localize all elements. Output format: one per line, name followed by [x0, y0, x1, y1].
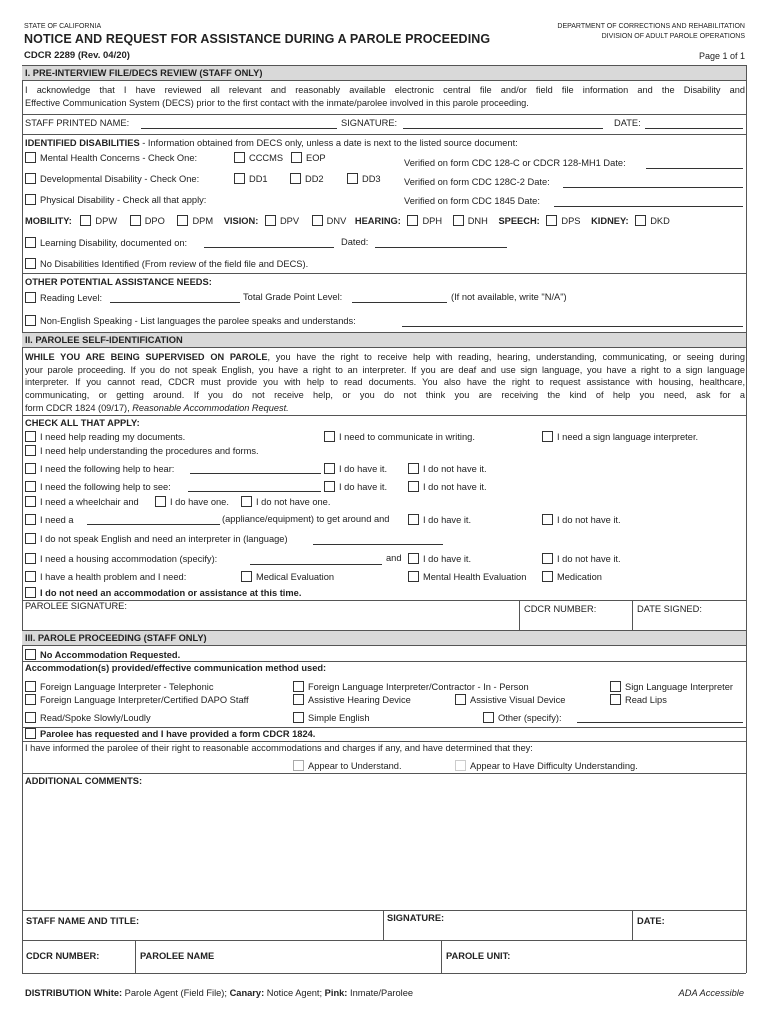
help-see-row: I need the following help to see: [25, 481, 171, 493]
physical-row: Physical Disability - Check all that apply: [25, 194, 206, 206]
identified-disabilities-heading: IDENTIFIED DISABILITIES - Information obtained from DECS only, unless a date is next to the listed source document: [25, 138, 518, 148]
parolee-signature-label: PAROLEE SIGNATURE: [25, 601, 127, 611]
verified-128c2-date-field[interactable] [563, 177, 743, 188]
verified-1845-date-field[interactable] [554, 196, 743, 207]
housing-not-have-checkbox[interactable] [542, 553, 553, 564]
sign-interpreter-row: I need a sign language interpreter. [542, 431, 698, 443]
cccms-checkbox[interactable] [234, 152, 245, 163]
help-hear-field[interactable] [190, 463, 321, 474]
dnh-checkbox[interactable] [453, 215, 464, 226]
fli-contractor-checkbox[interactable] [293, 681, 304, 692]
help-understanding-checkbox[interactable] [25, 445, 36, 456]
fli-telephonic-row: Foreign Language Interpreter - Telephonic [25, 681, 214, 693]
check-all-heading: CHECK ALL THAT APPLY: [25, 418, 140, 428]
staff-signature-field[interactable] [403, 118, 603, 129]
cccms-option: CCCMS [234, 152, 283, 164]
verified-1845-label: Verified on form CDC 1845 Date: [404, 196, 540, 206]
ada-accessible-label: ADA Accessible [678, 988, 744, 998]
appear-difficulty-row: Appear to Have Difficulty Understanding. [455, 760, 638, 772]
state-label: STATE OF CALIFORNIA [24, 23, 102, 30]
medication-checkbox[interactable] [542, 571, 553, 582]
mental-health-checkbox[interactable] [25, 152, 36, 163]
help-see-checkbox[interactable] [25, 481, 36, 492]
housing-checkbox[interactable] [25, 553, 36, 564]
mental-health-row: Mental Health Concerns - Check One: [25, 152, 197, 164]
no-english-checkbox[interactable] [25, 533, 36, 544]
housing-and: and [386, 553, 402, 563]
developmental-row: Developmental Disability - Check One: [25, 173, 199, 185]
dd1-checkbox[interactable] [234, 173, 245, 184]
dd2-checkbox[interactable] [290, 173, 301, 184]
help-understanding-row: I need help understanding the procedures and forms. [25, 445, 259, 457]
no-accommodation-requested-row: No Accommodation Requested. [25, 649, 180, 661]
help-reading-row: I need help reading my documents. [25, 431, 185, 443]
non-english-checkbox[interactable] [25, 315, 36, 326]
staff-signature-label: SIGNATURE: [387, 913, 445, 923]
housing-not-have-option: I do not have it. [542, 553, 621, 565]
staff-date-field[interactable] [645, 118, 743, 129]
communicate-writing-checkbox[interactable] [324, 431, 335, 442]
physical-checkbox[interactable] [25, 194, 36, 205]
developmental-checkbox[interactable] [25, 173, 36, 184]
section2-header: II. PAROLEE SELF-IDENTIFICATION [22, 332, 746, 348]
assistive-visual-checkbox[interactable] [455, 694, 466, 705]
no-disabilities-checkbox[interactable] [25, 258, 36, 269]
dd3-option: DD3 [347, 173, 381, 185]
form-number: CDCR 2289 (Rev. 04/20) [24, 50, 130, 61]
fli-contractor-row: Foreign Language Interpreter/Contractor - In - Person [293, 681, 529, 693]
parole-unit-label: PAROLE UNIT: [446, 951, 511, 961]
eop-option: EOP [291, 152, 326, 164]
eop-checkbox[interactable] [291, 152, 302, 163]
housing-have-checkbox[interactable] [408, 553, 419, 564]
help-reading-checkbox[interactable] [25, 431, 36, 442]
read-lips-checkbox[interactable] [610, 694, 621, 705]
non-english-row: Non-English Speaking - List languages the parolee speaks and understands: [25, 315, 356, 327]
help-hear-row: I need the following help to hear: [25, 463, 174, 475]
assistive-visual-row: Assistive Visual Device [455, 694, 565, 706]
assistive-hearing-row: Assistive Hearing Device [293, 694, 411, 706]
department-line1: DEPARTMENT OF CORRECTIONS AND REHABILITATION [557, 23, 745, 30]
i-need-a-checkbox[interactable] [25, 514, 36, 525]
hear-not-have-option: I do not have it. [408, 463, 487, 475]
health-problem-row: I have a health problem and I need: [25, 571, 186, 583]
signature-label: SIGNATURE: [341, 118, 398, 128]
mental-eval-option: Mental Health Evaluation [408, 571, 526, 583]
see-not-have-option: I do not have it. [408, 481, 487, 493]
learning-row: Learning Disability, documented on: [25, 237, 187, 249]
frame-left [22, 65, 23, 798]
read-spoke-row: Read/Spoke Slowly/Loudly [25, 712, 151, 724]
dd2-option: DD2 [290, 173, 324, 185]
reading-level-checkbox[interactable] [25, 292, 36, 303]
date-label: DATE: [614, 118, 641, 128]
housing-row: I need a housing accommodation (specify): [25, 553, 217, 565]
requested-1824-row: Parolee has requested and I have provided a form CDCR 1824. [25, 728, 315, 740]
see-have-checkbox[interactable] [324, 481, 335, 492]
learning-documented-field[interactable] [204, 237, 334, 248]
appear-understand-checkbox[interactable] [293, 760, 304, 771]
appear-difficulty-checkbox[interactable] [455, 760, 466, 771]
languages-field[interactable] [402, 316, 743, 327]
wheelchair-have-checkbox[interactable] [155, 496, 166, 507]
sign-language-interpreter-row: Sign Language Interpreter [610, 681, 733, 693]
rights-paragraph: WHILE YOU ARE BEING SUPERVISED ON PAROLE, you have the right to receive help with reading, hearing, understanding, communicating, or seeing during your parole proceeding. If you do not speak English, you have a right to an interpreter. If you are deaf and use sign language, you have a right to a sign language interpreter. If you cannot read, CDCR must provide you with help to read documents. You also have the right to request assistance with housing, healthcare, communicating, or getting around. If you do not receive help, or you do not think you are receiving the kind of help you need, ask for a form CDCR 1824 (09/17), Reasonable Accommodation Request. [25, 352, 745, 413]
no-disabilities-row: No Disabilities Identified (From review of the field file and DECS). [25, 258, 308, 270]
other-specify-row: Other (specify): [483, 712, 562, 724]
verified-128c-date-field[interactable] [646, 158, 743, 169]
dnv-checkbox[interactable] [312, 215, 323, 226]
dkd-checkbox[interactable] [635, 215, 646, 226]
parolee-cdcr-number-label: CDCR NUMBER: [524, 604, 597, 614]
assistive-hearing-checkbox[interactable] [293, 694, 304, 705]
learning-checkbox[interactable] [25, 237, 36, 248]
wheelchair-have-option: I do have one. [155, 496, 229, 508]
additional-comments-label: ADDITIONAL COMMENTS: [25, 776, 143, 786]
simple-english-checkbox[interactable] [293, 712, 304, 723]
learning-dated-field[interactable] [375, 237, 507, 248]
appear-understand-row: Appear to Understand. [293, 760, 402, 772]
dd3-checkbox[interactable] [347, 173, 358, 184]
medical-eval-checkbox[interactable] [241, 571, 252, 582]
fli-telephonic-checkbox[interactable] [25, 681, 36, 692]
interpreter-language-field[interactable] [313, 534, 443, 545]
other-specify-checkbox[interactable] [483, 712, 494, 723]
sign-language-interpreter-checkbox[interactable] [610, 681, 621, 692]
other-needs-heading: OTHER POTENTIAL ASSISTANCE NEEDS: [25, 277, 212, 287]
other-specify-field[interactable] [577, 712, 743, 723]
appliance-label: (appliance/equipment) to get around and [222, 514, 390, 524]
dps-checkbox[interactable] [546, 215, 557, 226]
learning-dated-label: Dated: [341, 237, 369, 247]
appliance-not-have-checkbox[interactable] [542, 514, 553, 525]
dpw-checkbox[interactable] [80, 215, 91, 226]
appliance-not-have-option: I do not have it. [542, 514, 621, 526]
staff-printed-name-field[interactable] [141, 118, 337, 129]
dpv-checkbox[interactable] [265, 215, 276, 226]
form-title: NOTICE AND REQUEST FOR ASSISTANCE DURING A PAROLE PROCEEDING [24, 32, 491, 46]
read-lips-row: Read Lips [610, 694, 667, 706]
department-line2: DIVISION OF ADULT PAROLE OPERATIONS [601, 33, 745, 40]
verified-128c-label: Verified on form CDC 128-C or CDCR 128-MH1 Date: [404, 158, 626, 168]
fli-certified-checkbox[interactable] [25, 694, 36, 705]
no-accommodation-requested-checkbox[interactable] [25, 649, 36, 660]
medication-option: Medication [542, 571, 602, 583]
accommodations-provided-heading: Accommodation(s) provided/effective communication method used: [25, 663, 327, 673]
i-need-a-row: I need a [25, 514, 74, 526]
housing-field[interactable] [250, 554, 382, 565]
appliance-have-checkbox[interactable] [408, 514, 419, 525]
no-accommodation-checkbox[interactable] [25, 587, 36, 598]
wheelchair-row: I need a wheelchair and [25, 496, 139, 508]
page-number: Page 1 of 1 [698, 51, 745, 61]
hear-have-checkbox[interactable] [324, 463, 335, 474]
date-signed-label: DATE SIGNED: [637, 604, 702, 614]
informed-statement: I have informed the parolee of their right to reasonable accommodations and charges if any, and have determined that they: [25, 743, 533, 753]
simple-english-row: Simple English [293, 712, 370, 724]
appliance-field[interactable] [87, 514, 220, 525]
staff-name-title-label: STAFF NAME AND TITLE: [26, 916, 140, 926]
total-gpl-label: Total Grade Point Level: [243, 292, 343, 302]
dph-checkbox[interactable] [407, 215, 418, 226]
no-english-row: I do not speak English and need an interpreter in (language) [25, 533, 288, 545]
reading-level-field[interactable] [110, 292, 240, 303]
see-have-option: I do have it. [324, 481, 387, 493]
reading-level-row: Reading Level: [25, 292, 102, 304]
help-see-field[interactable] [188, 481, 321, 492]
distribution-line: DISTRIBUTION White: Parole Agent (Field File); Canary: Notice Agent; Pink: Inmate/Parolee [25, 988, 414, 998]
no-accommodation-row: I do not need an accommodation or assistance at this time. [25, 587, 301, 599]
staff-printed-name-label: STAFF PRINTED NAME: [25, 118, 130, 128]
section3-header: III. PAROLE PROCEEDING (STAFF ONLY) [22, 630, 746, 646]
cdcr-number-label: CDCR NUMBER: [26, 951, 100, 961]
fli-certified-row: Foreign Language Interpreter/Certified DAPO Staff [25, 694, 249, 706]
communicate-writing-row: I need to communicate in writing. [324, 431, 475, 443]
read-spoke-checkbox[interactable] [25, 712, 36, 723]
staff-date-label: DATE: [637, 916, 665, 926]
requested-1824-checkbox[interactable] [25, 728, 36, 739]
physical-categories-row: MOBILITY: DPW DPO DPM VISION: DPV DNV HEARING: DPH DNH SPEECH: DPS KIDNEY: DKD [25, 216, 670, 226]
housing-have-option: I do have it. [408, 553, 471, 565]
total-gpl-field[interactable] [352, 292, 447, 303]
ack-text: I acknowledge that I have reviewed all relevant and reasonably available electronic central file and/or field file information and the Disability and Effective Communication System (DECS) prior to the first contact with the inmate/parolee involved in this parole proceeding. [25, 85, 745, 108]
frame-right [746, 65, 747, 798]
wheelchair-not-have-option: I do not have one. [241, 496, 330, 508]
section1-header: I. PRE-INTERVIEW FILE/DECS REVIEW (STAFF ONLY) [22, 65, 746, 81]
hear-not-have-checkbox[interactable] [408, 463, 419, 474]
wheelchair-checkbox[interactable] [25, 496, 36, 507]
dpo-checkbox[interactable] [130, 215, 141, 226]
health-problem-checkbox[interactable] [25, 571, 36, 582]
mental-eval-checkbox[interactable] [408, 571, 419, 582]
hear-have-option: I do have it. [324, 463, 387, 475]
dd1-option: DD1 [234, 173, 268, 185]
verified-128c2-label: Verified on form CDC 128C-2 Date: [404, 177, 550, 187]
see-not-have-checkbox[interactable] [408, 481, 419, 492]
medical-eval-option: Medical Evaluation [241, 571, 334, 583]
additional-comments-area[interactable] [25, 790, 743, 910]
sign-interpreter-checkbox[interactable] [542, 431, 553, 442]
help-hear-checkbox[interactable] [25, 463, 36, 474]
parolee-name-label: PAROLEE NAME [140, 951, 215, 961]
wheelchair-not-have-checkbox[interactable] [241, 496, 252, 507]
dpm-checkbox[interactable] [177, 215, 188, 226]
appliance-have-option: I do have it. [408, 514, 471, 526]
if-not-available-note: (If not available, write "N/A") [451, 292, 567, 302]
